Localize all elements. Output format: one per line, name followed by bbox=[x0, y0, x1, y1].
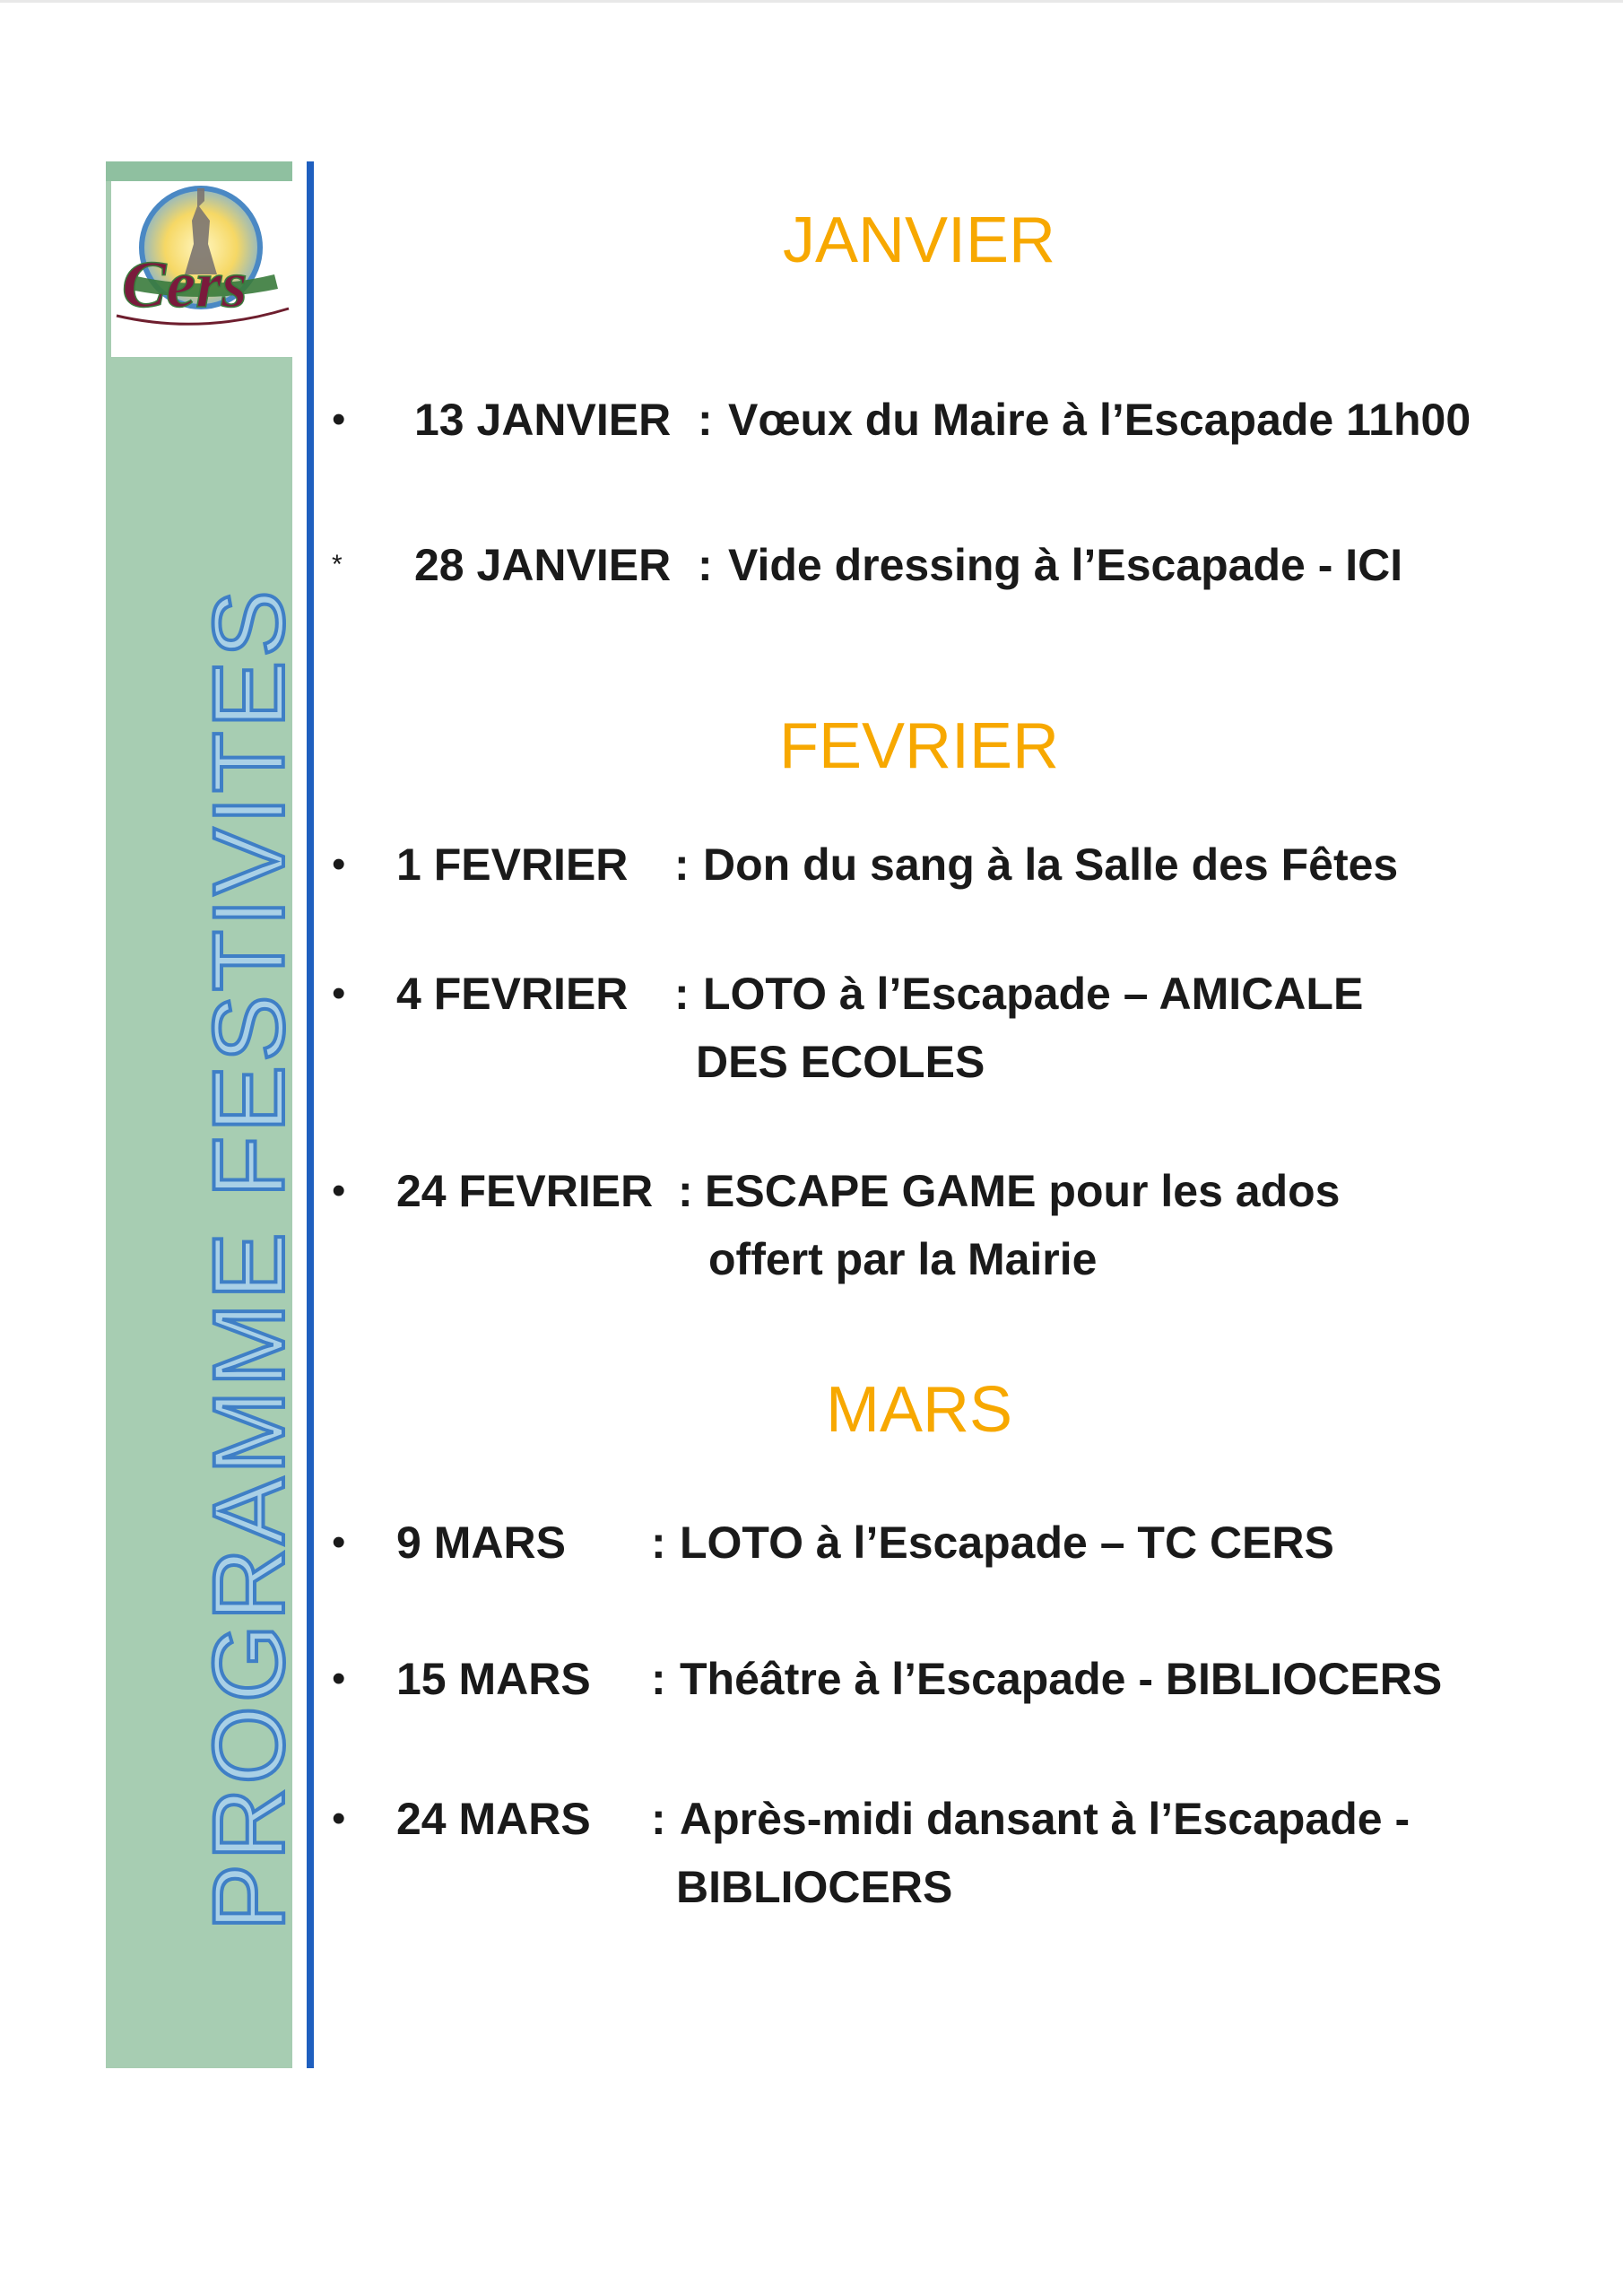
event-date: 9 MARS bbox=[396, 1518, 566, 1568]
event-description-continued: DES ECOLES bbox=[696, 1037, 985, 1087]
event-description: Vœux du Maire à l’Escapade 11h00 bbox=[728, 395, 1471, 445]
event-item bbox=[332, 965, 1605, 1144]
event-separator: : bbox=[651, 1794, 666, 1844]
month-heading-janvier: JANVIER bbox=[782, 204, 1056, 276]
month-heading-mars: MARS bbox=[825, 1374, 1013, 1446]
event-description-continued: BIBLIOCERS bbox=[676, 1862, 953, 1912]
event-date: 24 MARS bbox=[396, 1794, 591, 1844]
event-separator: : bbox=[674, 969, 690, 1019]
event-separator: : bbox=[674, 839, 690, 890]
event-date: 4 FEVRIER bbox=[396, 969, 629, 1019]
event-separator: : bbox=[698, 395, 713, 445]
vertical-title: PROGRAMME FESTIVITES bbox=[193, 587, 305, 1931]
event-description: Après-midi dansant à l’Escapade - bbox=[680, 1794, 1410, 1844]
event-date: 13 JANVIER bbox=[414, 395, 672, 445]
bullet: • bbox=[332, 1520, 346, 1564]
event-date: 24 FEVRIER bbox=[396, 1166, 654, 1216]
event-description: LOTO à l’Escapade – AMICALE bbox=[703, 969, 1364, 1019]
cers-logo-emblem bbox=[111, 181, 292, 357]
event-description: Don du sang à la Salle des Fêtes bbox=[703, 839, 1399, 890]
event-separator: : bbox=[651, 1518, 666, 1568]
event-description: Théâtre à l’Escapade - BIBLIOCERS bbox=[680, 1654, 1443, 1704]
bullet: • bbox=[332, 1657, 346, 1700]
event-separator: : bbox=[651, 1654, 666, 1704]
bullet: • bbox=[332, 842, 346, 886]
event-date: 1 FEVRIER bbox=[396, 839, 629, 890]
cers-logo bbox=[111, 181, 292, 357]
event-description-continued: offert par la Mairie bbox=[708, 1234, 1098, 1284]
event-item bbox=[332, 536, 1605, 716]
vertical-divider bbox=[307, 161, 314, 2068]
bullet: * bbox=[332, 550, 343, 579]
event-item bbox=[332, 1162, 1605, 1342]
bullet: • bbox=[332, 397, 346, 441]
event-date: 28 JANVIER bbox=[414, 540, 672, 590]
event-separator: : bbox=[678, 1166, 693, 1216]
event-description: ESCAPE GAME pour les ados bbox=[705, 1166, 1341, 1216]
month-heading-fevrier: FEVRIER bbox=[778, 710, 1060, 782]
sidebar-band bbox=[106, 161, 292, 181]
bullet: • bbox=[332, 1169, 346, 1213]
bullet: • bbox=[332, 971, 346, 1015]
logo-text: Cers bbox=[122, 248, 247, 322]
event-item bbox=[332, 1790, 1605, 1970]
event-description: Vide dressing à l’Escapade - ICI bbox=[728, 540, 1403, 590]
event-date: 15 MARS bbox=[396, 1654, 591, 1704]
bullet: • bbox=[332, 1796, 346, 1840]
top-rule bbox=[0, 0, 1623, 3]
event-description: LOTO à l’Escapade – TC CERS bbox=[680, 1518, 1334, 1568]
event-separator: : bbox=[698, 540, 713, 590]
